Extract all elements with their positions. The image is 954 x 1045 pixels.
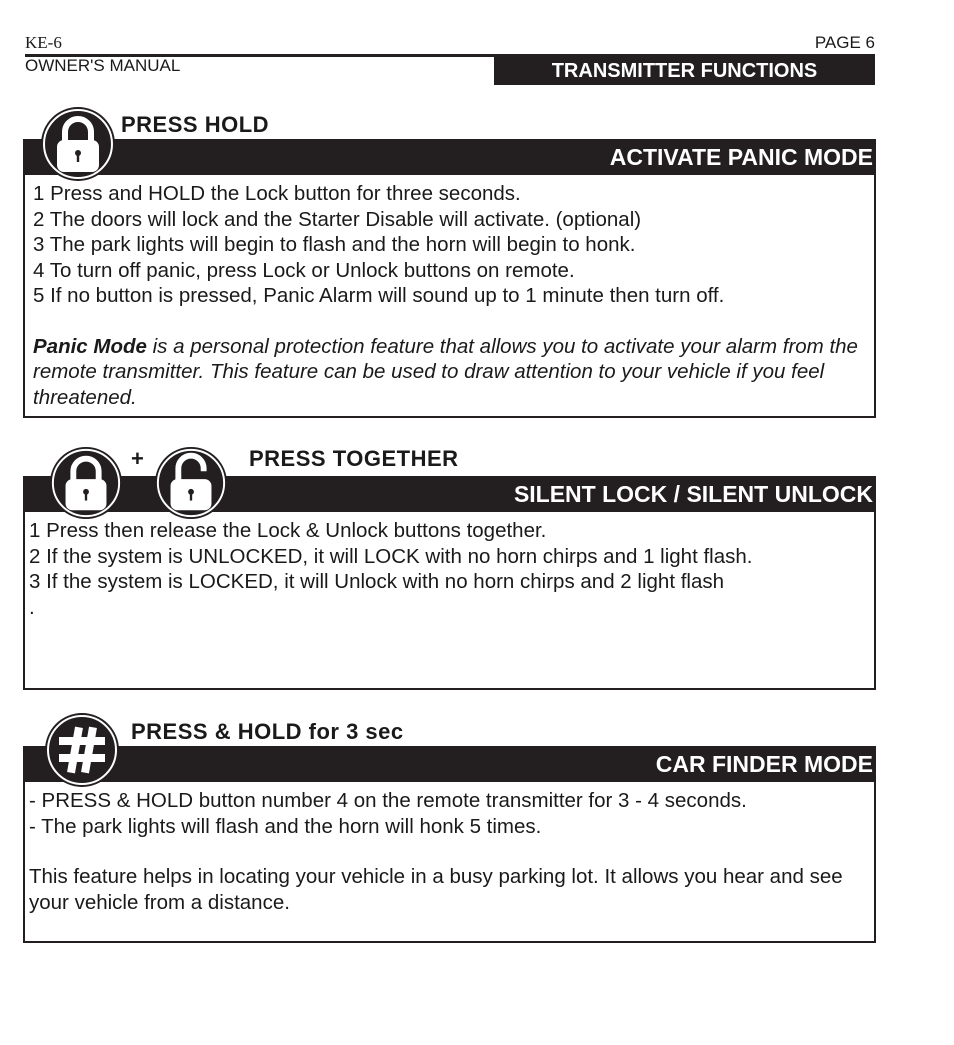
section-body xyxy=(23,782,876,943)
doc-title: OWNER'S MANUAL xyxy=(25,56,181,75)
step-item: 3 If the system is LOCKED, it will Unlock with no horn chirps and 2 light flash xyxy=(29,570,725,593)
step-item: 4 To turn off panic, press Lock or Unlock buttons on remote. xyxy=(33,258,575,282)
step-item: 5 If no button is pressed, Panic Alarm will sound up to 1 minute then turn off. xyxy=(33,284,725,307)
step-item: 2 If the system is UNLOCKED, it will LOCK with no horn chirps and 1 light flash. xyxy=(29,544,753,568)
step-item: - The park lights will flash and the horn will honk 5 times. xyxy=(29,814,542,838)
step-item: - PRESS & HOLD button number 4 on the remote transmitter for 3 - 4 seconds. xyxy=(29,789,747,812)
section-heading: PRESS TOGETHER xyxy=(249,446,459,471)
page-number: PAGE 6 xyxy=(814,33,875,52)
section-heading: PRESS HOLD xyxy=(121,112,270,137)
section-body xyxy=(23,512,876,690)
section-title-bar: ACTIVATE PANIC MODE xyxy=(23,139,876,175)
section-banner: TRANSMITTER FUNCTIONS xyxy=(494,57,875,85)
section-title-bar: SILENT LOCK / SILENT UNLOCK xyxy=(23,476,876,512)
feature-note-text: is a personal protection feature that allows you to activate your alarm from the remote transmitter. This feature can be used to draw attention to your vehicle if you feel threatened. xyxy=(33,334,858,409)
unlock-icon xyxy=(153,445,229,521)
section-title-bar: CAR FINDER MODE xyxy=(23,746,876,782)
section-body xyxy=(23,175,876,418)
feature-note-term: Panic Mode xyxy=(33,334,147,358)
lock-icon xyxy=(39,105,117,183)
step-item: 1 Press then release the Lock & Unlock buttons together. xyxy=(29,519,547,542)
plus-sign: + xyxy=(131,446,144,471)
doc-code: KE-6 xyxy=(25,33,62,52)
feature-note xyxy=(33,334,866,411)
step-item: 1 Press and HOLD the Lock button for three seconds. xyxy=(33,182,521,205)
step-item: 2 The doors will lock and the Starter Disable will activate. (optional) xyxy=(33,207,642,231)
hash-icon xyxy=(43,711,121,789)
lock-icon xyxy=(48,445,124,521)
trailing-dot: . xyxy=(29,595,35,619)
step-item: 3 The park lights will begin to flash and the horn will begin to honk. xyxy=(33,233,636,256)
section-heading: PRESS & HOLD for 3 sec xyxy=(131,719,404,744)
feature-note: This feature helps in locating your vehicle in a busy parking lot. It allows you hear and see your vehicle from a distance. xyxy=(29,865,843,914)
